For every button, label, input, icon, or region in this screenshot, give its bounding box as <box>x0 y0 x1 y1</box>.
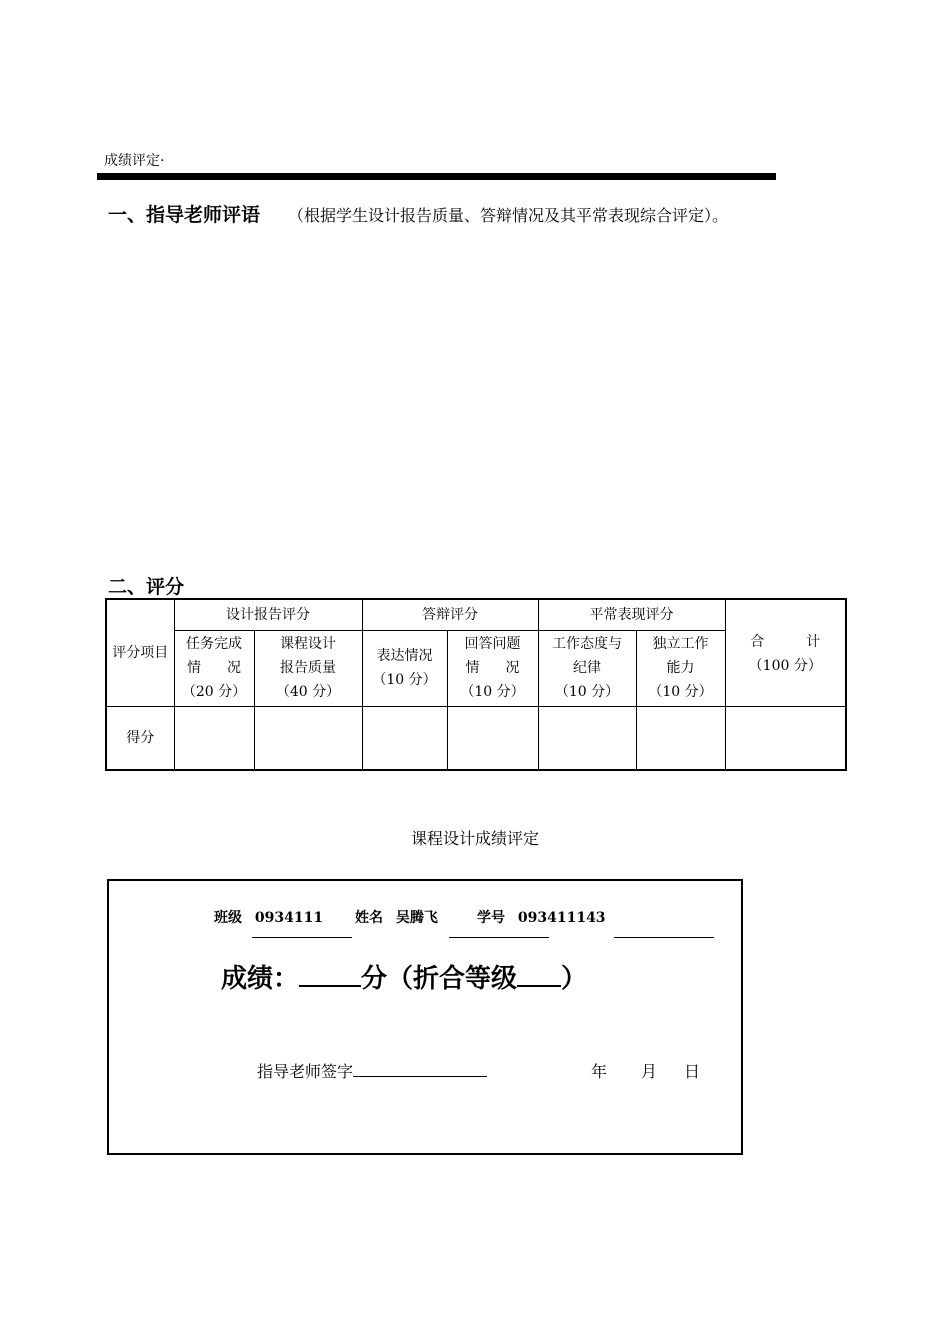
grade-mid: 分（折合等级 <box>361 964 518 994</box>
grade-level-blank[interactable] <box>517 957 561 987</box>
col-report <box>254 630 362 706</box>
col-attitude-l1: 工作态度与 <box>552 636 622 652</box>
section1-note: （根据学生设计报告质量、答辩情况及其平常表现综合评定）。 <box>288 206 729 225</box>
id-value: 093411143 <box>517 910 606 926</box>
col-attitude <box>538 630 636 706</box>
col-expression <box>362 630 447 706</box>
date-month: 月 <box>641 1062 658 1081</box>
name-underline <box>449 937 549 938</box>
col-task-l3: （20 分） <box>181 684 247 700</box>
id-field <box>477 907 606 927</box>
group-defense: 答辩评分 <box>362 599 538 630</box>
group-daily: 平常表现评分 <box>538 599 725 630</box>
name-field <box>355 907 438 927</box>
class-field <box>214 907 323 927</box>
sign-blank[interactable] <box>353 1060 487 1077</box>
name-label: 姓名 <box>355 910 383 926</box>
col-answer-l1: 回答问题 <box>464 636 521 652</box>
col-task-l2a: 情 <box>187 660 201 676</box>
col-answer-l2b: 况 <box>505 660 520 676</box>
col-independent-l3: （10 分） <box>648 684 713 700</box>
score-cell-answer[interactable] <box>447 706 538 770</box>
col-independent-l2: 能力 <box>666 660 695 676</box>
date-day: 日 <box>684 1062 701 1081</box>
score-cell-attitude[interactable] <box>538 706 636 770</box>
total-l1b: 计 <box>806 634 821 650</box>
class-label: 班级 <box>214 910 242 926</box>
grade-card <box>107 879 743 1155</box>
sign-line <box>257 1059 487 1082</box>
item-label: 评分项目 <box>112 644 169 661</box>
col-report-l2: 报告质量 <box>280 660 336 676</box>
total-l2: （100 分） <box>748 658 822 674</box>
class-value: 0934111 <box>254 910 324 926</box>
col-task-l2b: 况 <box>227 660 241 676</box>
date-year: 年 <box>591 1062 608 1081</box>
header-label: 成绩评定· <box>104 153 165 169</box>
col-independent <box>636 630 725 706</box>
col-answer <box>447 630 538 706</box>
grade-score-blank[interactable] <box>299 957 361 987</box>
col-expression-l2: （10 分） <box>372 672 437 688</box>
grade-line <box>221 957 587 995</box>
col-task <box>174 630 254 706</box>
col-task-l1: 任务完成 <box>186 636 242 652</box>
total-l1: 合 <box>750 634 765 650</box>
col-independent-l1: 独立工作 <box>652 636 709 652</box>
col-attitude-l3: （10 分） <box>554 684 620 700</box>
score-label: 得分 <box>106 706 174 770</box>
col-answer-l3: （10 分） <box>460 684 525 700</box>
grade-prefix: 成绩： <box>221 964 300 994</box>
name-value: 吴腾飞 <box>395 910 438 926</box>
id-underline <box>614 937 714 938</box>
class-underline <box>252 937 352 938</box>
total-cell <box>725 599 846 706</box>
score-cell-independent[interactable] <box>636 706 725 770</box>
score-cell-total[interactable] <box>725 706 846 770</box>
sign-label: 指导老师签字 <box>257 1062 354 1081</box>
col-answer-l2a: 情 <box>465 660 480 676</box>
score-cell-task[interactable] <box>174 706 254 770</box>
score-table <box>105 598 847 771</box>
section1-title: 一、指导老师评语 <box>108 204 261 226</box>
group-report: 设计报告评分 <box>174 599 362 630</box>
header-rule <box>97 173 776 180</box>
score-cell-report[interactable] <box>254 706 362 770</box>
col-attitude-l2: 纪律 <box>573 660 601 676</box>
item-label-cell <box>106 599 174 706</box>
col-report-l1: 课程设计 <box>280 636 336 652</box>
grade-suffix: ） <box>561 964 588 994</box>
card-title: 课程设计成绩评定 <box>410 829 539 848</box>
col-expression-l1: 表达情况 <box>376 648 433 664</box>
score-cell-expression[interactable] <box>362 706 447 770</box>
id-label: 学号 <box>477 910 505 926</box>
section2-title: 二、评分 <box>108 576 185 598</box>
col-report-l3: （40 分） <box>275 684 341 700</box>
